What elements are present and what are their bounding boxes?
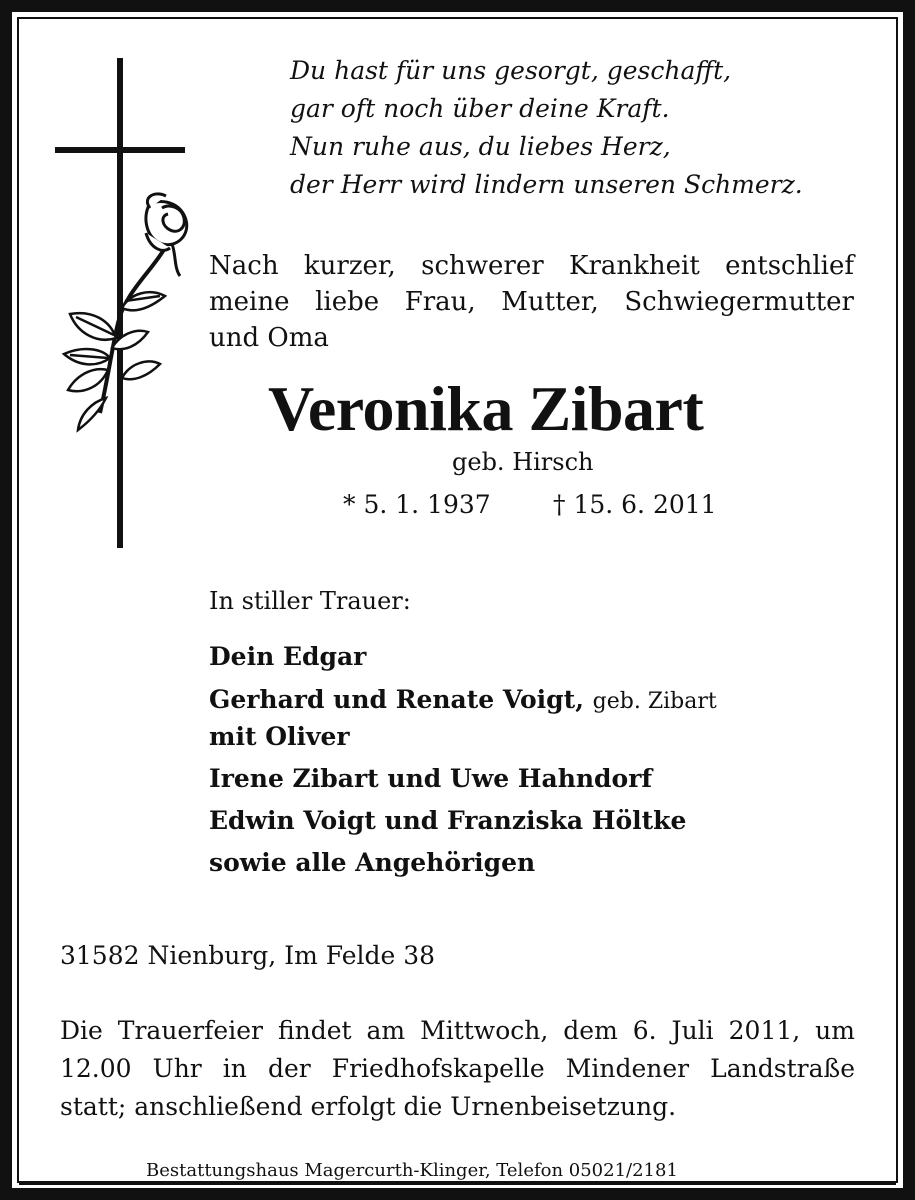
service-info: [60, 1012, 855, 1126]
poem: [290, 52, 803, 204]
mourner-line: Dein Edgar: [209, 642, 367, 671]
mourners-heading: In stiller Trauer:: [209, 587, 411, 615]
mourner-line: mit Oliver: [209, 722, 350, 751]
birth-date: * 5. 1. 1937: [343, 490, 491, 519]
poem-line: der Herr wird lindern unseren Schmerz.: [290, 170, 803, 199]
mourner-line: Irene Zibart und Uwe Hahndorf: [209, 764, 653, 793]
service-line: statt; anschließend erfolgt die Urnenbeisetzung.: [60, 1092, 677, 1121]
mourner-line: [209, 685, 717, 714]
service-line: Die Trauerfeier findet am Mittwoch, dem 6. Juli 2011, um: [60, 1016, 855, 1045]
service-line: 12.00 Uhr in der Friedhofskapelle Mindener Landstraße: [60, 1054, 855, 1083]
intro-text: [209, 248, 854, 356]
intro-line: Nach kurzer, schwerer Krankheit entschlief: [209, 251, 854, 281]
deceased-name: Veronika Zibart: [268, 373, 704, 444]
poem-line: Du hast für uns gesorgt, geschafft,: [290, 56, 732, 85]
footer-divider: [19, 1183, 896, 1185]
cross-with-rose-icon: [50, 58, 200, 553]
maiden-name: geb. Hirsch: [452, 448, 594, 476]
death-date: † 15. 6. 2011: [553, 490, 717, 519]
intro-line: meine liebe Frau, Mutter, Schwiegermutter: [209, 287, 854, 317]
mourner-line: Edwin Voigt und Franziska Höltke: [209, 806, 687, 835]
mourner-note: geb. Zibart: [592, 689, 717, 714]
mourner-line: sowie alle Angehörigen: [209, 848, 536, 877]
funeral-home-footer: Bestattungshaus Magercurth-Klinger, Telefon 05021/2181: [142, 1160, 682, 1181]
mourner-name: Gerhard und Renate Voigt,: [209, 685, 584, 714]
poem-line: gar oft noch über deine Kraft.: [290, 94, 670, 123]
address: 31582 Nienburg, Im Felde 38: [60, 941, 436, 970]
poem-line: Nun ruhe aus, du liebes Herz,: [290, 132, 671, 161]
intro-line: und Oma: [209, 323, 329, 353]
